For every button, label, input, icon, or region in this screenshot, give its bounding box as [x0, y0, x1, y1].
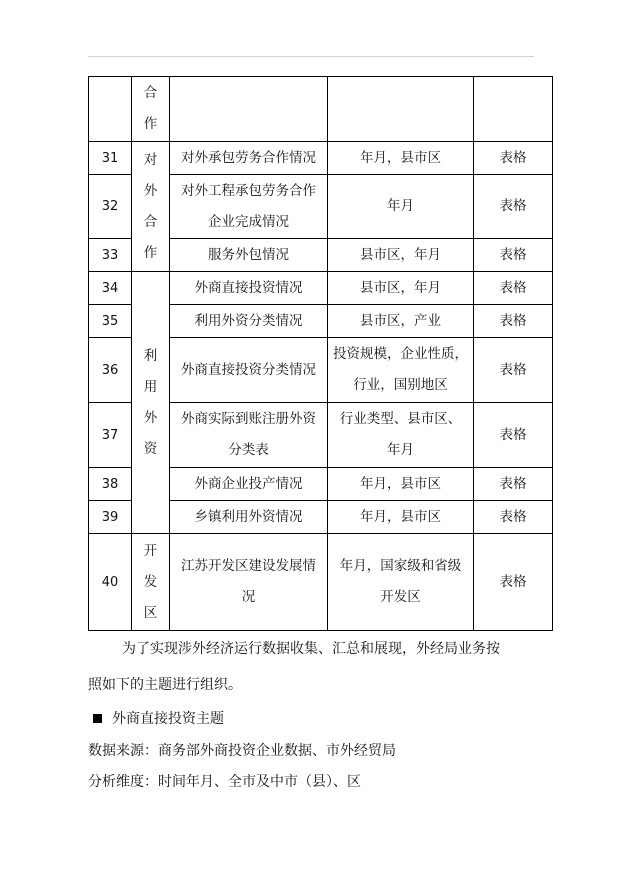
item-name: 利用外资分类情况 — [170, 305, 328, 338]
item-dimension-line: 投资规模，企业性质， — [333, 346, 468, 362]
item-type: 表格 — [474, 338, 553, 403]
item-dimension — [328, 403, 474, 468]
item-type: 表格 — [474, 403, 553, 468]
row-number: 31 — [89, 142, 132, 175]
category-char: 合 — [143, 85, 158, 101]
item-name: 外商直接投资情况 — [170, 272, 328, 305]
category-char: 发 — [143, 573, 158, 590]
item-dimension: 县市区，产业 — [328, 305, 474, 338]
item-dimension-line: 行业，国别地区 — [353, 377, 448, 393]
name-cell — [170, 77, 328, 142]
category-char: 对 — [143, 151, 158, 168]
row-number: 33 — [89, 239, 132, 272]
item-dimension-line: 年月，国家级和省级 — [339, 558, 462, 574]
category-foreign-cooperation — [132, 142, 170, 272]
item-type: 表格 — [474, 534, 553, 631]
item-name-line: 分类表 — [228, 442, 269, 458]
item-dimension: 年月，县市区 — [328, 468, 474, 501]
table-row — [89, 272, 553, 305]
row-number: 32 — [89, 175, 132, 239]
category-cell — [132, 77, 170, 142]
item-name: 服务外包情况 — [170, 239, 328, 272]
item-name: 外商直接投资分类情况 — [170, 338, 328, 403]
category-char: 作 — [143, 244, 158, 261]
item-dimension: 年月，县市区 — [328, 142, 474, 175]
item-type: 表格 — [474, 175, 553, 239]
item-dimension — [328, 534, 474, 631]
item-type: 表格 — [474, 305, 553, 338]
item-name — [170, 175, 328, 239]
item-name-line: 江苏开发区建设发展情 — [181, 558, 316, 574]
row-number: 36 — [89, 338, 132, 403]
item-dimension — [328, 338, 474, 403]
dimensions-line: 分析维度：时间年月、全市及中市（县）、区 — [88, 774, 361, 790]
item-dimension-line: 年月 — [387, 442, 414, 458]
item-dimension: 县市区，年月 — [328, 239, 474, 272]
item-type: 表格 — [474, 468, 553, 501]
header-rule — [88, 56, 534, 57]
row-number: 37 — [89, 403, 132, 468]
item-name-line: 企业完成情况 — [208, 213, 289, 230]
category-char: 用 — [143, 378, 158, 395]
item-dimension: 年月 — [328, 175, 474, 239]
category-char: 区 — [143, 604, 158, 621]
item-type: 表格 — [474, 142, 553, 175]
item-name: 外商企业投产情况 — [170, 468, 328, 501]
category-char: 外 — [143, 182, 158, 199]
row-number: 38 — [89, 468, 132, 501]
category-char: 利 — [143, 347, 158, 364]
bullet-square-icon — [93, 714, 102, 723]
row-number: 40 — [89, 534, 132, 631]
category-dev-zone — [132, 534, 170, 631]
data-table — [88, 76, 553, 631]
data-source-line: 数据来源：商务部外商投资企业数据、市外经贸局 — [88, 743, 396, 759]
section-heading — [88, 709, 548, 729]
section-title: 外商直接投资主题 — [112, 711, 224, 727]
item-name-line: 对外工程承包劳务合作 — [181, 182, 316, 199]
category-foreign-capital — [132, 272, 170, 534]
item-name-line: 外商实际到账注册外资 — [181, 411, 316, 427]
item-type: 表格 — [474, 501, 553, 534]
dimension-cell — [328, 77, 474, 142]
category-char: 开 — [143, 542, 158, 559]
type-cell — [474, 77, 553, 142]
item-dimension-line: 开发区 — [380, 589, 421, 605]
category-char: 资 — [143, 440, 158, 457]
item-name: 乡镇利用外资情况 — [170, 501, 328, 534]
category-char: 作 — [143, 116, 158, 132]
item-dimension-line: 行业类型、县市区、 — [339, 411, 462, 427]
item-name — [170, 534, 328, 631]
intro-paragraph-line2: 照如下的主题进行组织。 — [88, 677, 242, 693]
row-number-cell — [89, 77, 132, 142]
table-row — [89, 77, 553, 142]
item-type: 表格 — [474, 272, 553, 305]
item-name — [170, 403, 328, 468]
item-name-line: 况 — [241, 589, 256, 605]
row-number: 34 — [89, 272, 132, 305]
item-type: 表格 — [474, 239, 553, 272]
item-dimension: 县市区，年月 — [328, 272, 474, 305]
item-name: 对外承包劳务合作情况 — [170, 142, 328, 175]
item-dimension: 年月，县市区 — [328, 501, 474, 534]
category-char: 合 — [143, 213, 158, 230]
table-row — [89, 142, 553, 175]
row-number: 39 — [89, 501, 132, 534]
table-row — [89, 534, 553, 631]
category-char: 外 — [143, 409, 158, 426]
row-number: 35 — [89, 305, 132, 338]
intro-paragraph-line1: 为了实现涉外经济运行数据收集、汇总和展现，外经局业务按 — [122, 641, 500, 657]
